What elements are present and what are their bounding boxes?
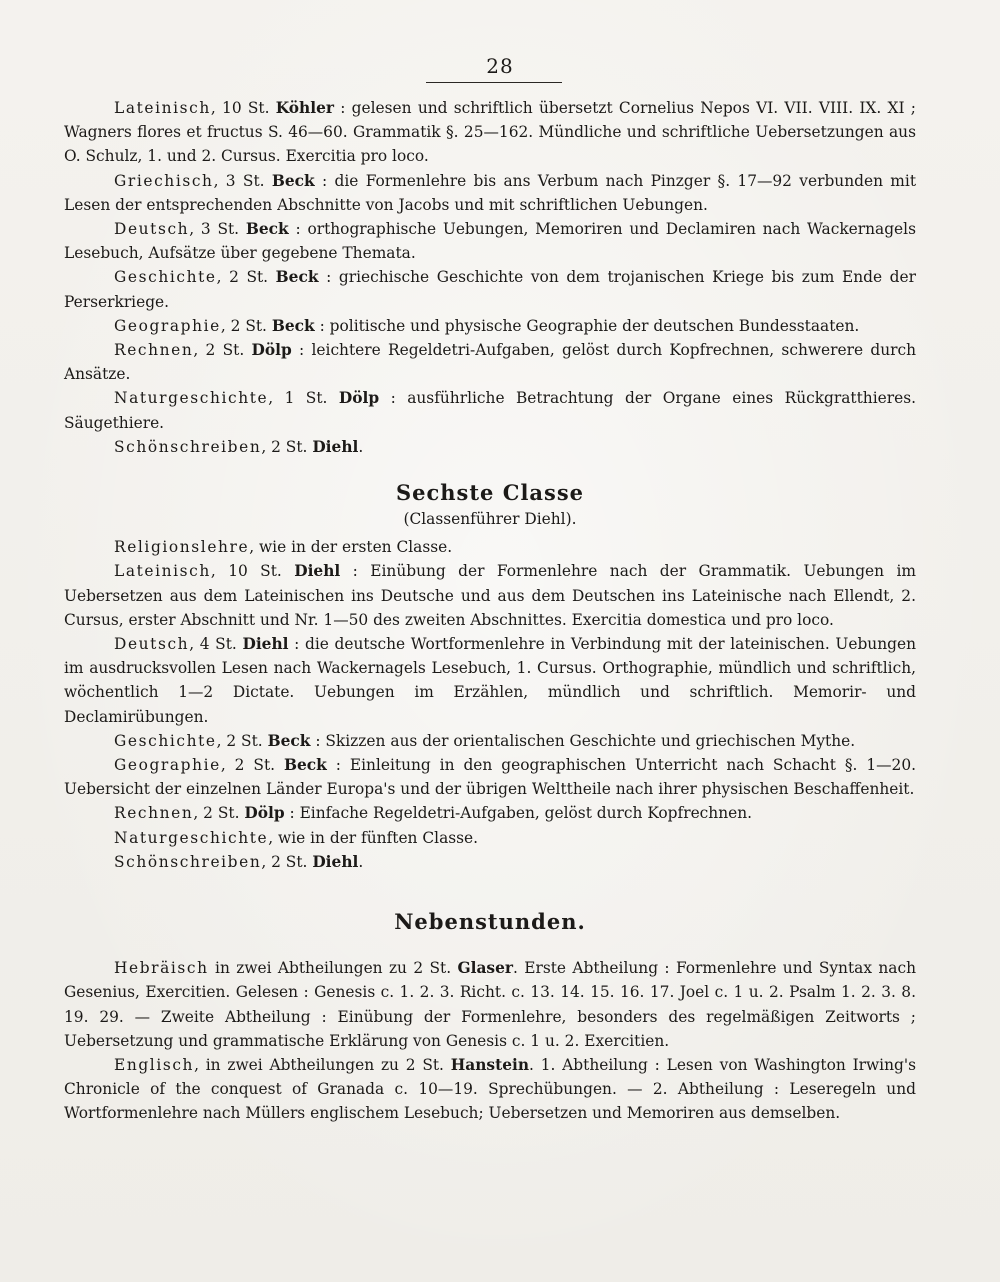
entry-text: : leichtere Regeldetri-Aufgaben, gelöst durch Kopfrechnen, schwerere durch Ansätze. [64,341,917,384]
hours: , 2 St. [193,804,245,823]
entry-rechnen-6 [64,801,916,825]
subject-name: Lateinisch [114,99,211,117]
entry-geographie-5 [64,314,916,338]
entry-rechnen-5 [64,338,916,386]
hours: , 2 St. [261,852,313,871]
hours: , 2 St. [220,316,272,335]
hours: , in zwei Abtheilungen zu 2 St. [194,1055,451,1074]
hours: , 2 St. [216,268,276,287]
hours: , wie in der fünften Classe. [268,828,479,847]
section-heading-sechste-classe: Sechste Classe [395,480,585,506]
entry-text: : gelesen und schriftlich übersetzt Cornelius Nepos VI. VII. VIII. IX. XI ; Wagners flores et fructus S. 46—60. Grammatik §. 25—162. Mündliche und schriftliche Uebersetzungen aus O. Schulz, 1. und 2. Cursus. Exercitia pro loco. [64,99,916,166]
hours: , 2 St. [216,731,268,750]
teacher-name: Beck [267,731,311,750]
entry-text: . [358,437,364,456]
entry-englisch [64,1053,916,1126]
teacher-name: Beck [245,220,289,239]
entry-text: : Einfache Regeldetri-Aufgaben, gelöst durch Kopfrechnen. [284,804,753,823]
entry-geschichte-6 [64,729,916,753]
entry-text: : die Formenlehre bis ans Verbum nach Pinzger §. 17—92 verbunden mit Lesen der entsprechenden Abschnitte von Jacobs und mit schriftlichen Uebungen. [64,171,917,214]
entry-geographie-6 [64,753,916,801]
subject-name: Deutsch [114,635,190,654]
subject-name: Schönschreiben [114,437,262,456]
entry-schoenschreiben-6 [64,850,916,874]
teacher-name: Beck [271,316,315,335]
entry-text: : ausführliche Betrachtung der Organe eines Rückgratthieres. Säugethiere. [64,389,917,432]
teacher-name: Beck [271,171,315,190]
subject-name: Religionslehre [114,538,250,557]
subject-name: Geographie [114,316,221,335]
entry-text: : orthographische Uebungen, Memoriren und Declamiren nach Wackernagels Lesebuch, Aufsätze über gegebene Themata. [64,220,916,263]
subject-name: Naturgeschichte [114,828,269,847]
teacher-name: Beck [275,268,319,287]
subject-name: Hebräisch [114,959,209,978]
entry-hebraeisch [64,956,916,1053]
entry-griechisch-5 [64,169,916,217]
entry-lateinisch-6 [64,559,916,632]
entry-lateinisch-5 [64,96,916,169]
entry-deutsch-6 [64,632,916,729]
entry-text: . 1. Abtheilung : Lesen von Washington Irwing's Chronicle of the conquest of Granada c. 10—19. Sprechübungen. — 2. Abtheilung : Leseregeln und Wortformenlehre nach Müllers englischem Lesebuch; Uebersetzen und Memoriren aus demselben. [64,1055,916,1123]
hours: , 1 St. [268,389,339,408]
entry-religionslehre-6 [64,535,916,559]
subject-name: Griechisch [114,171,214,190]
subject-name: Lateinisch [114,562,211,581]
subject-name: Naturgeschichte [114,389,269,408]
hours: , 2 St. [193,341,252,360]
entry-text: : die deutsche Wortformenlehre in Verbindung mit der lateinischen. Uebungen im ausdrucksvollen Lesen nach Wackernagels Lesebuch, 1. Cursus. Orthographie, mündlich und schriftlich, wöchentlich 1—2 Dictate. Uebungen im Erzählen, mündlich und schriftlich. Memorir- und Declamirübungen. [64,635,916,726]
entry-text: : Skizzen aus der orientalischen Geschichte und griechischen Mythe. [310,731,856,750]
teacher-name: Dölp [251,341,292,360]
hours: , 10 St. [210,99,276,117]
hours: , 10 St. [210,562,295,581]
teacher-name: Glaser [457,959,513,978]
teacher-name: Diehl [242,635,289,654]
section-subtitle-classenfuehrer: (Classenführer Diehl). [403,510,577,529]
hours: , wie in der ersten Classe. [249,538,453,557]
subject-name: Geographie [114,756,221,775]
subject-name: Rechnen [114,804,194,823]
hours: , 2 St. [261,437,313,456]
entry-text: : griechische Geschichte von dem trojanischen Kriege bis zum Ende der Perserkriege. [64,268,917,311]
teacher-name: Dölp [244,804,285,823]
entry-text: : Einleitung in den geographischen Unterricht nach Schacht §. 1—20. Uebersicht der einzelnen Länder Europa's und der übrigen Welttheile nach ihrer physischen Beschaffenheit. [64,756,917,799]
page-body [64,96,916,1126]
subject-name: Geschichte [114,731,217,750]
teacher-name: Diehl [312,437,359,456]
teacher-name: Diehl [294,562,341,581]
entry-text: . Erste Abtheilung : Formenlehre und Syntax nach Gesenius, Exercitien. Gelesen : Genesis c. 1. 2. 3. Richt. c. 13. 14. 15. 16. 17. Joel c. 1 u. 2. Psalm 1. 2. 3. 8. 19. 29. — Zweite Abtheilung : Einübung der Formenlehre, besonders des regelmäßigen Zeitworts ; Uebersetzung und grammatische Erklärung von Genesis c. 1 u. 2. Exercitien. [64,959,916,1050]
subject-name: Englisch [114,1055,195,1074]
entry-schoenschreiben-5 [64,435,916,459]
hours: , 3 St. [213,171,272,190]
entry-text: : politische und physische Geographie der deutschen Bundesstaaten. [314,316,860,335]
hours: in zwei Abtheilungen zu 2 St. [208,959,458,978]
entry-text: . [358,852,364,871]
teacher-name: Hanstein [450,1055,530,1074]
teacher-name: Köhler [275,99,334,117]
entry-naturgeschichte-5 [64,386,916,434]
entry-geschichte-5 [64,265,916,313]
subject-name: Rechnen [114,341,194,360]
hours: , 3 St. [189,220,246,239]
page-number-rule [426,82,562,83]
entry-naturgeschichte-6 [64,826,916,850]
subject-name: Geschichte [114,268,217,287]
page-number: 28 [486,54,514,78]
teacher-name: Dölp [338,389,380,408]
hours: , 2 St. [220,756,284,775]
entry-text: : Einübung der Formenlehre nach der Grammatik. Uebungen im Uebersetzen aus dem Lateinischen ins Deutsche und aus dem Deutschen ins Lateinische nach Ellendt, 2. Cursus, erster Abschnitt und Nr. 1—50 des zweiten Abschnittes. Exercitia domestica und pro loco. [64,562,917,629]
subject-name: Schönschreiben [114,852,262,871]
teacher-name: Diehl [312,852,359,871]
entry-deutsch-5 [64,217,916,265]
hours: , 4 St. [189,635,243,654]
section-heading-nebenstunden: Nebenstunden. [394,909,586,935]
teacher-name: Beck [283,756,327,775]
subject-name: Deutsch [114,220,190,239]
